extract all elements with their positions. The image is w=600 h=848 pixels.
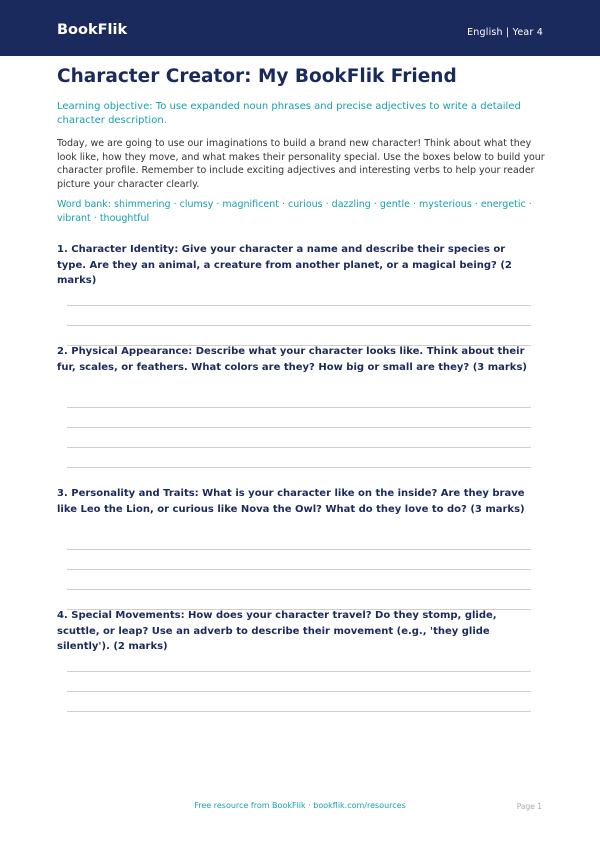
question-3: 3. Personality and Traits: What is your character like on the inside? Are they brave like Leo the Lion, or curious like Nova the Owl? What do they love to do? (3 marks): [57, 488, 525, 515]
answer-line[interactable]: [67, 711, 531, 712]
subject-year-label: English | Year 4: [467, 27, 543, 38]
answer-line[interactable]: [67, 671, 531, 672]
page-title: Character Creator: My BookFlik Friend: [57, 66, 457, 87]
question-1: 1. Character Identity: Give your character a name and describe their species or type. Are they an animal, a creature from another planet, or a magical being? (2 marks): [57, 244, 512, 287]
answer-line[interactable]: [67, 569, 531, 570]
answer-line[interactable]: [67, 447, 531, 448]
answer-line[interactable]: [67, 691, 531, 692]
answer-line[interactable]: [67, 589, 531, 590]
answer-line[interactable]: [67, 305, 531, 306]
answer-line[interactable]: [67, 467, 531, 468]
question-4: 4. Special Movements: How does your character travel? Do they stomp, glide, scuttle, or leap? Use an adverb to describe their movement (e.g., 'they glide silently'). (2 marks): [57, 610, 497, 653]
question-2: 2. Physical Appearance: Describe what your character looks like. Think about their fur, scales, or feathers. What colors are they? How big or small are they? (3 marks): [57, 346, 527, 373]
answer-line[interactable]: [67, 549, 531, 550]
brand-logo: BookFlik: [57, 22, 128, 38]
header-bar: [0, 0, 600, 56]
word-bank: Word bank: shimmering · clumsy · magnificent · curious · dazzling · gentle · mysterious · energetic · vibrant · thoughtful: [57, 199, 532, 224]
footer-resource-link[interactable]: Free resource from BookFlik · bookflik.com/resources: [194, 801, 406, 810]
answer-line[interactable]: [67, 427, 531, 428]
answer-line[interactable]: [67, 407, 531, 408]
page-number: Page 1: [516, 802, 542, 811]
intro-paragraph: Today, we are going to use our imaginations to build a brand new character! Think about what they look like, how they move, and what makes their personality special. Use the boxes below to build your character profile. Remember to include exciting adjectives and interesting verbs to help your reader picture your character clearly.: [57, 138, 545, 191]
answer-line[interactable]: [67, 325, 531, 326]
learning-objective: Learning objective: To use expanded noun phrases and precise adjectives to write a detailed character description.: [57, 101, 521, 126]
